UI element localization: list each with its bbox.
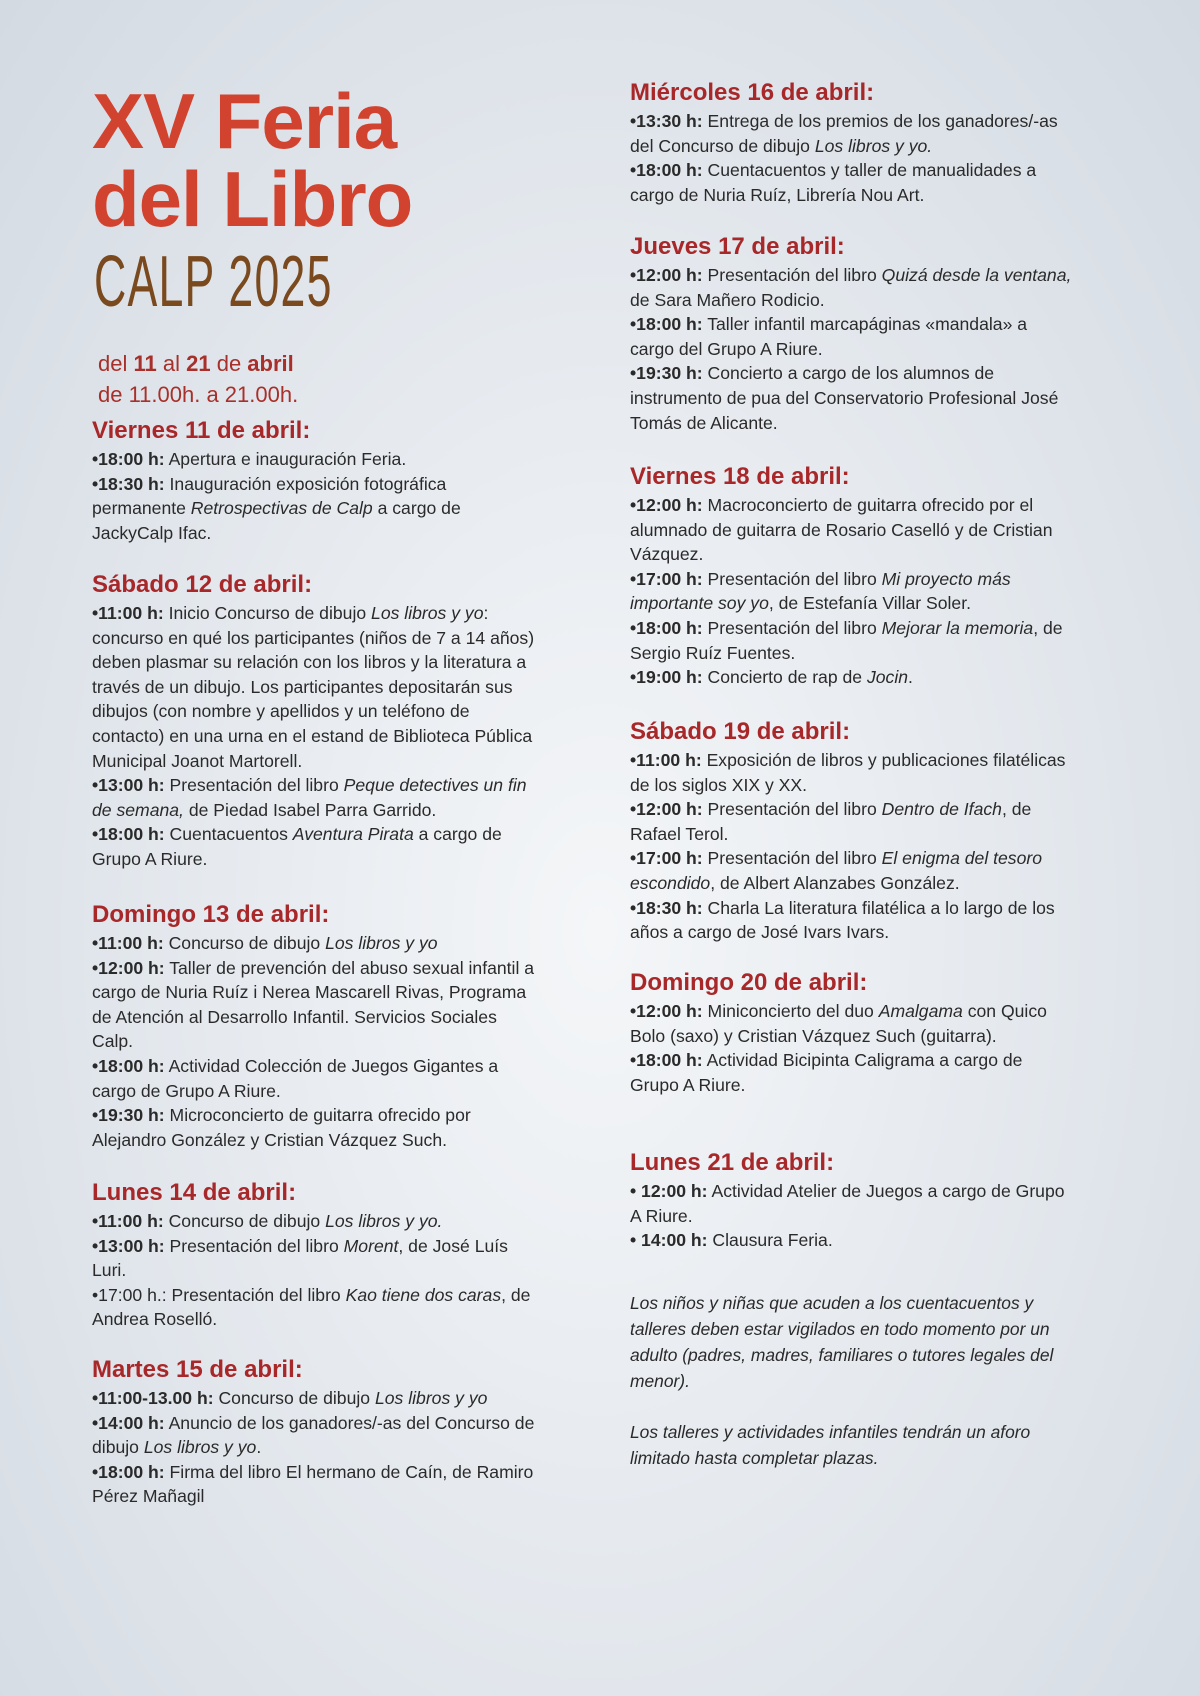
event-time: •12:00 h:	[630, 799, 703, 820]
event-title: Los libros y yo	[371, 603, 484, 623]
event-time: •12:00 h:	[630, 265, 703, 285]
event-time: •11:00 h:	[630, 750, 702, 770]
event-time: •18:00 h:	[630, 314, 703, 335]
event-item	[92, 1209, 537, 1234]
event-description: con Quico Bolo (saxo) y Cristian Vázquez Such (guitarra).	[630, 1001, 1047, 1046]
event-description: .	[256, 1437, 262, 1458]
title-line-1: XV Feria	[92, 77, 397, 165]
event-description: Actividad Bicipinta Caligrama a cargo de Grupo A Riure.	[630, 1050, 1023, 1095]
date-end: 21	[186, 351, 211, 376]
event-description: Actividad Atelier de Juegos a cargo de Grupo A Riure.	[630, 1181, 1065, 1226]
event-description: Exposición de libros y publicaciones filatélicas de los siglos XIX y XX.	[630, 750, 1066, 795]
event-item	[92, 956, 537, 1054]
event-title: Los libros y yo.	[814, 135, 933, 156]
event-description: a cargo de Grupo A Riure.	[92, 824, 502, 869]
event-description: Presentación del libro	[702, 799, 882, 820]
event-description: , de Rafael Terol.	[630, 799, 1032, 844]
event-description: Inauguración exposición fotográfica permanente	[92, 473, 447, 519]
event-item	[630, 1179, 1075, 1228]
event-item	[92, 1234, 537, 1283]
day-heading: Domingo 20 de abril:	[630, 969, 868, 996]
event-item	[630, 999, 1075, 1048]
event-dates	[98, 348, 298, 410]
event-item	[630, 263, 1075, 312]
event-time: •13:00 h:	[92, 775, 165, 796]
event-description: , de José Luís Luri.	[92, 1235, 508, 1281]
event-item	[630, 896, 1075, 945]
event-item	[92, 773, 537, 822]
date-range	[98, 348, 298, 379]
event-title: Dentro de Ifach	[881, 799, 1002, 820]
event-title: El enigma del tesoro escondido	[630, 848, 1043, 893]
event-item	[630, 567, 1075, 616]
event-title: Retrospectivas de Calp	[190, 498, 373, 519]
event-description: Clausura Feria.	[707, 1230, 833, 1251]
event-time: •11:00-13.00 h:	[92, 1388, 214, 1408]
event-description: .	[908, 667, 913, 688]
event-description: Taller infantil marcapáginas «mandala» a cargo del Grupo A Riure.	[630, 314, 1028, 359]
event-title: Jocin	[866, 667, 909, 688]
event-item	[92, 447, 537, 472]
event-title: Los libros y yo	[374, 1388, 488, 1408]
day-schedule	[92, 570, 537, 872]
event-title: Aventura Pirata	[292, 824, 414, 845]
event-item	[92, 1460, 537, 1509]
event-description: , de Sergio Ruíz Fuentes.	[630, 617, 1063, 663]
event-description: Concierto de rap de	[702, 667, 867, 688]
event-description: Inicio Concurso de dibujo	[163, 603, 372, 623]
event-item	[92, 1054, 537, 1103]
event-title: Morent	[343, 1235, 399, 1256]
event-time: •13:30 h:	[630, 111, 703, 131]
event-item	[92, 1411, 537, 1460]
event-time: •18:00 h:	[630, 617, 703, 638]
day-schedule	[92, 900, 537, 1152]
date-month: abril	[247, 351, 294, 376]
day-heading: Miércoles 16 de abril:	[630, 79, 875, 106]
day-heading: Sábado 12 de abril:	[92, 571, 313, 598]
event-item	[630, 493, 1075, 567]
event-item	[630, 846, 1075, 895]
poster-title	[92, 77, 413, 243]
event-item	[92, 931, 537, 956]
event-item	[92, 1386, 537, 1411]
event-time: •11:00 h:	[92, 933, 164, 953]
event-item	[630, 109, 1075, 158]
event-time: •19:30 h:	[92, 1105, 165, 1126]
day-schedule	[630, 968, 1075, 1097]
event-time: •19:00 h:	[630, 667, 703, 688]
event-description: Cuentacuentos y taller de manualidades a cargo de Nuria Ruíz, Librería Nou Art.	[630, 160, 1037, 205]
event-description: Presentación del libro	[702, 617, 882, 638]
event-time: •14:00 h:	[92, 1412, 165, 1433]
event-title: Amalgama	[878, 1001, 963, 1021]
event-item	[630, 1048, 1075, 1097]
event-description: , de Albert Alanzabes González.	[710, 872, 960, 893]
event-description: Microconcierto de guitarra ofrecido por Alejandro González y Cristian Vázquez Such.	[92, 1105, 471, 1150]
day-heading: Viernes 11 de abril:	[92, 417, 311, 444]
day-schedule	[630, 462, 1075, 690]
event-description: , de Estefanía Villar Soler.	[768, 593, 971, 614]
event-description: de Piedad Isabel Parra Garrido.	[183, 799, 437, 820]
event-item	[92, 601, 537, 773]
event-title: Mi proyecto más importante soy yo	[630, 568, 1011, 614]
event-time: •18:00 h:	[92, 824, 165, 845]
title-line-2: del Libro	[92, 155, 413, 243]
event-description: •17:00 h.: Presentación del libro	[92, 1284, 346, 1305]
event-description: Concierto a cargo de los alumnos de instrumento de pua del Conservatorio Profesional José Tomás de Alicante.	[630, 363, 1059, 433]
event-item	[630, 361, 1075, 435]
event-description: Concurso de dibujo	[163, 1211, 326, 1231]
event-title: Los libros y yo.	[325, 1211, 443, 1231]
event-time: •13:00 h:	[92, 1235, 165, 1256]
day-heading: Lunes 21 de abril:	[630, 1149, 835, 1176]
event-item	[92, 822, 537, 871]
event-title: Mejorar la memoria	[881, 617, 1034, 638]
day-schedule	[630, 717, 1075, 945]
event-time: •18:00 h:	[92, 1055, 165, 1076]
event-item	[92, 1283, 537, 1332]
event-description: Firma del libro El hermano de Caín, de Ramiro Pérez Mañagil	[92, 1461, 534, 1507]
event-item	[630, 665, 1075, 690]
event-item	[630, 312, 1075, 361]
event-time: •18:30 h:	[92, 473, 165, 494]
day-schedule	[630, 1148, 1075, 1253]
event-time: •19:30 h:	[630, 363, 703, 384]
event-description: Entrega de los premios de los ganadores/-as del Concurso de dibujo	[630, 111, 1058, 156]
event-time: •12:00 h:	[630, 495, 703, 515]
event-item	[630, 748, 1075, 797]
event-time: •18:00 h:	[92, 1461, 165, 1482]
date-start: 11	[133, 351, 157, 376]
event-title: Quizá desde la ventana,	[881, 265, 1072, 285]
day-heading: Lunes 14 de abril:	[92, 1179, 297, 1206]
event-item	[630, 158, 1075, 207]
event-description: Presentación del libro	[164, 775, 344, 796]
note-capacity: Los talleres y actividades infantiles tendrán un aforo limitado hasta completar plazas.	[630, 1422, 1031, 1468]
event-description: de Sara Mañero Rodicio.	[630, 289, 825, 310]
event-description: Presentación del libro	[702, 568, 882, 589]
poster-subtitle: CALP 2025	[94, 242, 333, 322]
event-time: •17:00 h:	[630, 848, 703, 869]
event-description: Miniconcierto del duo	[702, 1001, 879, 1021]
event-time: •11:00 h:	[92, 1211, 164, 1231]
opening-hours: de 11.00h. a 21.00h.	[98, 382, 299, 407]
event-time: •11:00 h:	[92, 603, 164, 623]
day-schedule	[92, 416, 537, 545]
day-schedule	[92, 1355, 537, 1509]
event-description: , de Andrea Roselló.	[92, 1284, 531, 1330]
event-item	[630, 616, 1075, 665]
event-description: Anuncio de los ganadores/-as del Concurso de dibujo	[92, 1412, 535, 1458]
event-description: Presentación del libro	[702, 848, 882, 869]
event-title: Los libros y yo	[325, 933, 438, 953]
event-description: Taller de prevención del abuso sexual infantil a cargo de Nuria Ruíz i Nerea Mascarell Rivas, Programa de Atención al Desarrollo Infantil. Servicios Sociales Calp.	[92, 957, 535, 1052]
event-time: •18:00 h:	[92, 449, 165, 469]
date-text: al	[156, 351, 187, 376]
event-time: •18:00 h:	[630, 160, 703, 181]
day-heading: Viernes 18 de abril:	[630, 463, 850, 490]
note-supervision: Los niños y niñas que acuden a los cuentacuentos y talleres deben estar vigilados en todo momento por un adulto (padres, madres, familiares o tutores legales del menor).	[630, 1293, 1054, 1391]
day-schedule	[630, 78, 1075, 207]
event-description: : concurso en qué los participantes (niños de 7 a 14 años) deben plasmar su relación con los libros y la literatura a través de un dibujo. Los participantes depositarán sus dibujos (con nombre y apellidos y un teléfono de contacto) en una urna en el estand de Biblioteca Pública Municipal Joanot Martorell.	[92, 603, 535, 771]
event-time: •18:00 h:	[630, 1050, 703, 1071]
day-heading: Jueves 17 de abril:	[630, 233, 845, 260]
event-item	[92, 1103, 537, 1152]
date-text: del	[98, 351, 134, 376]
event-description: Concurso de dibujo	[213, 1388, 375, 1408]
event-time: • 14:00 h:	[630, 1230, 708, 1251]
event-description: Presentación del libro	[702, 265, 882, 285]
event-title: Kao tiene dos caras	[345, 1284, 502, 1305]
date-text: de	[210, 351, 248, 376]
event-description: Cuentacuentos	[164, 824, 293, 845]
day-schedule	[630, 232, 1075, 435]
event-time: •18:30 h:	[630, 897, 703, 918]
event-time: •12:00 h:	[630, 1001, 703, 1021]
event-description: Actividad Colección de Juegos Gigantes a cargo de Grupo A Riure.	[92, 1055, 499, 1101]
event-time: •17:00 h:	[630, 568, 703, 589]
day-schedule	[92, 1178, 537, 1332]
event-description: Charla La literatura filatélica a lo largo de los años a cargo de José Ivars Ivars.	[630, 897, 1055, 943]
day-heading: Martes 15 de abril:	[92, 1356, 303, 1383]
event-title: Los libros y yo	[143, 1437, 257, 1458]
event-time: •12:00 h:	[92, 957, 165, 978]
day-heading: Sábado 19 de abril:	[630, 718, 851, 745]
event-time: • 12:00 h:	[630, 1181, 708, 1201]
event-item	[630, 797, 1075, 846]
event-item	[92, 472, 537, 546]
event-title: Peque detectives un fin de semana,	[92, 775, 527, 820]
event-item	[630, 1228, 1075, 1253]
event-description: Presentación del libro	[164, 1235, 344, 1256]
event-description: Concurso de dibujo	[163, 933, 326, 953]
day-heading: Domingo 13 de abril:	[92, 901, 330, 928]
event-description: Macroconcierto de guitarra ofrecido por el alumnado de guitarra de Rosario Caselló y de Cristian Vázquez.	[630, 495, 1053, 565]
event-description: a cargo de JackyCalp Ifac.	[92, 498, 461, 543]
event-description: Apertura e inauguración Feria.	[164, 449, 407, 469]
